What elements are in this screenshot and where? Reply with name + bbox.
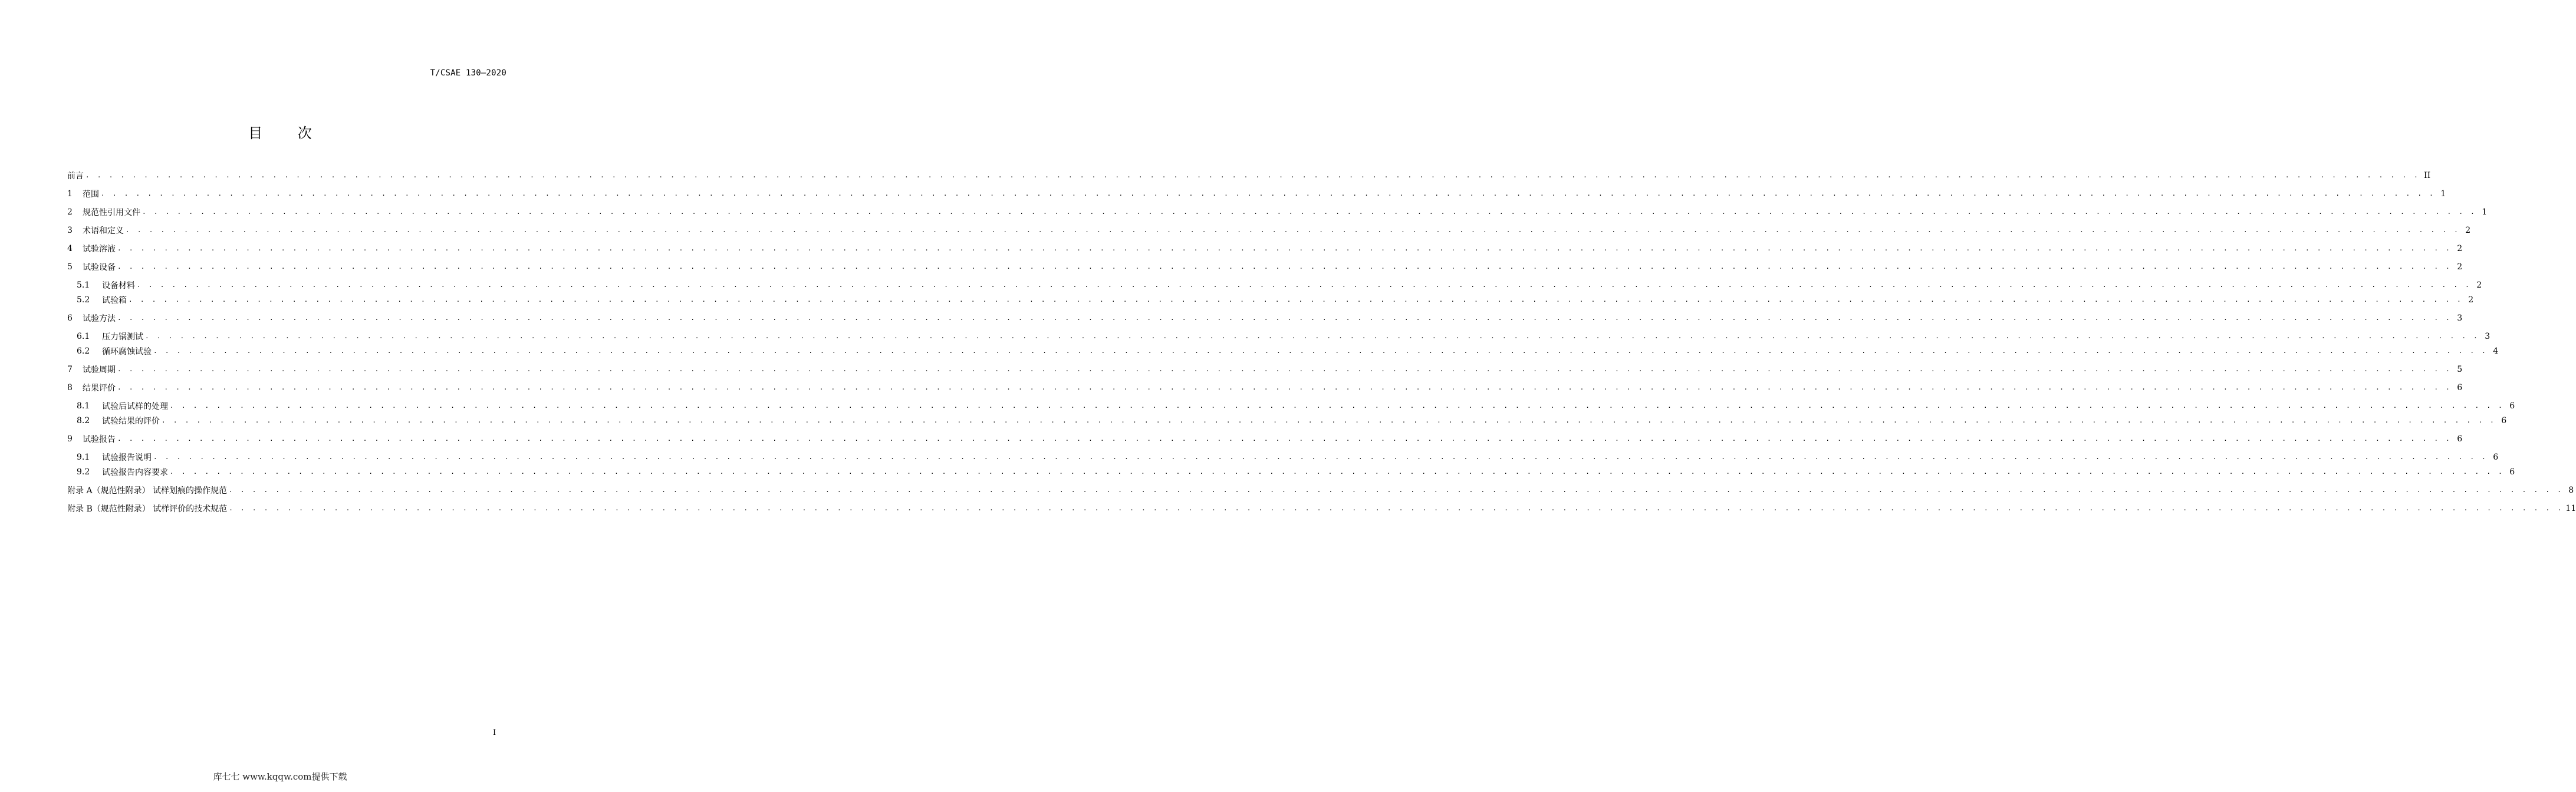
toc-dot-leader: . . . . . . . . . . . . . . . . . . . . . . . . . . . . . . . . . . . . . . . . . . . . . . . . . . . . . . . . . . . . . . . . . . . . . . . . . . . . . . . . . . . . . . . . . . . . . . . . . . . . . . . . . . . . . . . . . . . . . . . . . . . . . . . . . . . . . . . . . . . . . . . . . . . . . . . . . . . . . . . . . . . . . . . . . . . . . . . . . . . . . . . . . . . . . . . . . . . . . . . .: [229, 504, 2564, 512]
toc-entry-page: 11: [2565, 504, 2576, 513]
toc-entry-number: 9.2: [77, 467, 90, 477]
toc-title: 目 次: [248, 125, 327, 141]
toc-entry-number: 5.1: [77, 280, 90, 290]
toc-entry[interactable]: [77, 279, 2482, 291]
toc-entry[interactable]: [67, 364, 2463, 375]
toc-dot-leader: . . . . . . . . . . . . . . . . . . . . . . . . . . . . . . . . . . . . . . . . . . . . . . . . . . . . . . . . . . . . . . . . . . . . . . . . . . . . . . . . . . . . . . . . . . . . . . . . . . . . . . . . . . . . . . . . . . . . . . . . . . . . . . . . . . . . . . . . . . . . . . . . . . . . . . . . . . . . . . . . . . . . . . . . . . . . . . . . . . . . . . . . . . . . . . . . . . . . . . . .: [153, 347, 2488, 355]
toc-entry[interactable]: [67, 312, 2463, 324]
toc-dot-leader: . . . . . . . . . . . . . . . . . . . . . . . . . . . . . . . . . . . . . . . . . . . . . . . . . . . . . . . . . . . . . . . . . . . . . . . . . . . . . . . . . . . . . . . . . . . . . . . . . . . . . . . . . . . . . . . . . . . . . . . . . . . . . . . . . . . . . . . . . . . . . . . . . . . . . . . . . . . . . . . . . . . . . . . . . . . . . . . . . . . . . . . . . . . . . . . . . . . . . . . .: [129, 296, 2463, 303]
toc-entry[interactable]: [77, 294, 2474, 306]
toc-entry[interactable]: [77, 466, 2515, 478]
toc-dot-leader: . . . . . . . . . . . . . . . . . . . . . . . . . . . . . . . . . . . . . . . . . . . . . . . . . . . . . . . . . . . . . . . . . . . . . . . . . . . . . . . . . . . . . . . . . . . . . . . . . . . . . . . . . . . . . . . . . . . . . . . . . . . . . . . . . . . . . . . . . . . . . . . . . . . . . . . . . . . . . . . . . . . . . . . . . . . . . . . . . . . . . . . . . . . . . . . . . . . . . . . .: [117, 263, 2452, 270]
toc-entry-number: 5: [67, 262, 73, 272]
toc-dot-leader: . . . . . . . . . . . . . . . . . . . . . . . . . . . . . . . . . . . . . . . . . . . . . . . . . . . . . . . . . . . . . . . . . . . . . . . . . . . . . . . . . . . . . . . . . . . . . . . . . . . . . . . . . . . . . . . . . . . . . . . . . . . . . . . . . . . . . . . . . . . . . . . . . . . . . . . . . . . . . . . . . . . . . . . . . . . . . . . . . . . . . . . . . . . . . . . . . . . . . . . .: [117, 245, 2452, 252]
toc-entry-number: 1: [67, 189, 73, 199]
toc-entry-page: 4: [2493, 346, 2499, 356]
toc-entry[interactable]: [67, 382, 2463, 394]
toc-entry-page: 1: [2440, 189, 2446, 199]
toc-entry-number: 7: [67, 365, 73, 374]
toc-dot-leader: . . . . . . . . . . . . . . . . . . . . . . . . . . . . . . . . . . . . . . . . . . . . . . . . . . . . . . . . . . . . . . . . . . . . . . . . . . . . . . . . . . . . . . . . . . . . . . . . . . . . . . . . . . . . . . . . . . . . . . . . . . . . . . . . . . . . . . . . . . . . . . . . . . . . . . . . . . . . . . . . . . . . . . . . . . . . . . . . . . . . . . . . . . . . . . . . . . . . . . . .: [117, 365, 2452, 373]
toc-entry-page: 3: [2485, 332, 2491, 341]
toc-dot-leader: . . . . . . . . . . . . . . . . . . . . . . . . . . . . . . . . . . . . . . . . . . . . . . . . . . . . . . . . . . . . . . . . . . . . . . . . . . . . . . . . . . . . . . . . . . . . . . . . . . . . . . . . . . . . . . . . . . . . . . . . . . . . . . . . . . . . . . . . . . . . . . . . . . . . . . . . . . . . . . . . . . . . . . . . . . . . . . . . . . . . . . . . . . . . . . . . . . . . . . . .: [117, 384, 2452, 391]
toc-entry-number: 5.2: [77, 295, 90, 305]
toc-entry-number: 6.2: [77, 346, 90, 356]
toc-dot-leader: . . . . . . . . . . . . . . . . . . . . . . . . . . . . . . . . . . . . . . . . . . . . . . . . . . . . . . . . . . . . . . . . . . . . . . . . . . . . . . . . . . . . . . . . . . . . . . . . . . . . . . . . . . . . . . . . . . . . . . . . . . . . . . . . . . . . . . . . . . . . . . . . . . . . . . . . . . . . . . . . . . . . . . . . . . . . . . . . . . . . . . . . . . . . . . . . . . . . . . . .: [162, 417, 2496, 424]
toc-entry-label: 试验报告: [83, 435, 116, 444]
toc-entry[interactable]: [67, 484, 2574, 496]
toc-entry-number: 6: [67, 314, 73, 323]
toc-entry-page: 6: [2501, 416, 2507, 425]
toc-dot-leader: . . . . . . . . . . . . . . . . . . . . . . . . . . . . . . . . . . . . . . . . . . . . . . . . . . . . . . . . . . . . . . . . . . . . . . . . . . . . . . . . . . . . . . . . . . . . . . . . . . . . . . . . . . . . . . . . . . . . . . . . . . . . . . . . . . . . . . . . . . . . . . . . . . . . . . . . . . . . . . . . . . . . . . . . . . . . . . . . . . . . . . . . . . . . . . . . . . . . . . . .: [117, 314, 2452, 322]
toc-entry-page: 6: [2457, 383, 2463, 392]
toc-entry[interactable]: [77, 451, 2499, 463]
toc-dot-leader: . . . . . . . . . . . . . . . . . . . . . . . . . . . . . . . . . . . . . . . . . . . . . . . . . . . . . . . . . . . . . . . . . . . . . . . . . . . . . . . . . . . . . . . . . . . . . . . . . . . . . . . . . . . . . . . . . . . . . . . . . . . . . . . . . . . . . . . . . . . . . . . . . . . . . . . . . . . . . . . . . . . . . . . . . . . . . . . . . . . . . . . . . . . . . . . . . . . . . . . .: [85, 171, 2420, 179]
toc-entry-label: 试验溶液: [83, 245, 116, 254]
toc-entry-label: 试验结果的评价: [102, 417, 160, 426]
toc-entry-label: 前言: [67, 171, 84, 181]
toc-entry-number: 3: [67, 226, 73, 235]
toc-entry-page: 6: [2509, 467, 2515, 477]
toc-entry-number: 4: [67, 244, 73, 253]
download-watermark: 库七七 www.kqqw.com提供下载: [213, 771, 347, 782]
toc-entry[interactable]: [67, 261, 2463, 273]
toc-entry-page: 2: [2465, 226, 2471, 235]
toc-entry-number: 9.1: [77, 453, 90, 462]
toc-entry-label: 结果评价: [83, 384, 116, 393]
toc-entry-page: 3: [2457, 314, 2463, 323]
toc-entry-number: 8.1: [77, 401, 90, 411]
toc-entry-page: 6: [2457, 434, 2463, 444]
toc-entry-page: 6: [2493, 453, 2499, 462]
toc-entry[interactable]: [67, 243, 2463, 255]
toc-entry-label: 术语和定义: [83, 226, 124, 236]
toc-entry-page: 1: [2482, 207, 2488, 217]
toc-entry-label: 附录 A（规范性附录） 试样划痕的操作规范: [67, 486, 228, 496]
toc-entry[interactable]: [67, 188, 2446, 200]
toc-entry[interactable]: [77, 331, 2491, 342]
toc-entry-label: 试验箱: [102, 296, 127, 305]
toc-entry-number: 2: [67, 207, 73, 217]
toc-entry-page: 5: [2457, 365, 2463, 374]
toc-entry-number: 8.2: [77, 416, 90, 425]
toc-entry-label: 规范性引用文件: [83, 208, 140, 217]
toc-entry-page: II: [2424, 171, 2431, 180]
toc-dot-leader: . . . . . . . . . . . . . . . . . . . . . . . . . . . . . . . . . . . . . . . . . . . . . . . . . . . . . . . . . . . . . . . . . . . . . . . . . . . . . . . . . . . . . . . . . . . . . . . . . . . . . . . . . . . . . . . . . . . . . . . . . . . . . . . . . . . . . . . . . . . . . . . . . . . . . . . . . . . . . . . . . . . . . . . . . . . . . . . . . . . . . . . . . . . . . . . . . . . . . . . .: [101, 190, 2436, 197]
toc-entry-label: 附录 B（规范性附录） 试样评价的技术规范: [67, 504, 228, 514]
toc-entry-page: 8: [2568, 486, 2574, 495]
toc-entry-label: 设备材料: [102, 281, 135, 291]
toc-entry-label: 压力锅测试: [102, 332, 143, 342]
toc-dot-leader: . . . . . . . . . . . . . . . . . . . . . . . . . . . . . . . . . . . . . . . . . . . . . . . . . . . . . . . . . . . . . . . . . . . . . . . . . . . . . . . . . . . . . . . . . . . . . . . . . . . . . . . . . . . . . . . . . . . . . . . . . . . . . . . . . . . . . . . . . . . . . . . . . . . . . . . . . . . . . . . . . . . . . . . . . . . . . . . . . . . . . . . . . . . . . . . . . . . . . . . .: [142, 208, 2477, 216]
toc-entry-page: 2: [2457, 262, 2463, 272]
toc-entry[interactable]: [67, 503, 2576, 514]
toc-entry-label: 试验周期: [83, 365, 116, 375]
toc-entry-number: 6.1: [77, 332, 90, 341]
toc-entry-label: 试验设备: [83, 263, 116, 272]
toc-entry-label: 试验后试样的处理: [102, 402, 168, 411]
toc-entry-label: 试验报告说明: [102, 453, 152, 463]
toc-entry-page: 6: [2509, 401, 2515, 411]
toc-entry[interactable]: [77, 400, 2515, 412]
toc-entry[interactable]: [77, 345, 2499, 357]
toc-entry-label: 循环腐蚀试验: [102, 347, 152, 357]
toc-dot-leader: . . . . . . . . . . . . . . . . . . . . . . . . . . . . . . . . . . . . . . . . . . . . . . . . . . . . . . . . . . . . . . . . . . . . . . . . . . . . . . . . . . . . . . . . . . . . . . . . . . . . . . . . . . . . . . . . . . . . . . . . . . . . . . . . . . . . . . . . . . . . . . . . . . . . . . . . . . . . . . . . . . . . . . . . . . . . . . . . . . . . . . . . . . . . . . . . . . . . . . . .: [137, 281, 2472, 289]
toc-dot-leader: . . . . . . . . . . . . . . . . . . . . . . . . . . . . . . . . . . . . . . . . . . . . . . . . . . . . . . . . . . . . . . . . . . . . . . . . . . . . . . . . . . . . . . . . . . . . . . . . . . . . . . . . . . . . . . . . . . . . . . . . . . . . . . . . . . . . . . . . . . . . . . . . . . . . . . . . . . . . . . . . . . . . . . . . . . . . . . . . . . . . . . . . . . . . . . . . . . . . . . . .: [117, 435, 2452, 443]
toc-dot-leader: . . . . . . . . . . . . . . . . . . . . . . . . . . . . . . . . . . . . . . . . . . . . . . . . . . . . . . . . . . . . . . . . . . . . . . . . . . . . . . . . . . . . . . . . . . . . . . . . . . . . . . . . . . . . . . . . . . . . . . . . . . . . . . . . . . . . . . . . . . . . . . . . . . . . . . . . . . . . . . . . . . . . . . . . . . . . . . . . . . . . . . . . . . . . . . . . . . . . . . . .: [170, 468, 2505, 476]
toc-entry[interactable]: [67, 170, 2431, 182]
toc-entry-label: 试验报告内容要求: [102, 468, 168, 477]
toc-entry-page: 2: [2457, 244, 2463, 253]
toc-entry-number: 8: [67, 383, 73, 392]
page-number: I: [493, 728, 496, 737]
toc-dot-leader: . . . . . . . . . . . . . . . . . . . . . . . . . . . . . . . . . . . . . . . . . . . . . . . . . . . . . . . . . . . . . . . . . . . . . . . . . . . . . . . . . . . . . . . . . . . . . . . . . . . . . . . . . . . . . . . . . . . . . . . . . . . . . . . . . . . . . . . . . . . . . . . . . . . . . . . . . . . . . . . . . . . . . . . . . . . . . . . . . . . . . . . . . . . . . . . . . . . . . . . .: [145, 332, 2480, 340]
toc-dot-leader: . . . . . . . . . . . . . . . . . . . . . . . . . . . . . . . . . . . . . . . . . . . . . . . . . . . . . . . . . . . . . . . . . . . . . . . . . . . . . . . . . . . . . . . . . . . . . . . . . . . . . . . . . . . . . . . . . . . . . . . . . . . . . . . . . . . . . . . . . . . . . . . . . . . . . . . . . . . . . . . . . . . . . . . . . . . . . . . . . . . . . . . . . . . . . . . . . . . . . . . .: [229, 486, 2564, 494]
toc-entry-number: 9: [67, 434, 73, 444]
toc-entry[interactable]: [77, 415, 2507, 427]
toc-entry-page: 2: [2476, 280, 2482, 290]
toc-entry-label: 试验方法: [83, 314, 116, 324]
toc-dot-leader: . . . . . . . . . . . . . . . . . . . . . . . . . . . . . . . . . . . . . . . . . . . . . . . . . . . . . . . . . . . . . . . . . . . . . . . . . . . . . . . . . . . . . . . . . . . . . . . . . . . . . . . . . . . . . . . . . . . . . . . . . . . . . . . . . . . . . . . . . . . . . . . . . . . . . . . . . . . . . . . . . . . . . . . . . . . . . . . . . . . . . . . . . . . . . . . . . . . . . . . .: [153, 453, 2488, 461]
document-code: T/CSAE 130—2020: [430, 68, 506, 78]
toc-dot-leader: . . . . . . . . . . . . . . . . . . . . . . . . . . . . . . . . . . . . . . . . . . . . . . . . . . . . . . . . . . . . . . . . . . . . . . . . . . . . . . . . . . . . . . . . . . . . . . . . . . . . . . . . . . . . . . . . . . . . . . . . . . . . . . . . . . . . . . . . . . . . . . . . . . . . . . . . . . . . . . . . . . . . . . . . . . . . . . . . . . . . . . . . . . . . . . . . . . . . . . . .: [170, 402, 2505, 410]
toc-entry[interactable]: [67, 433, 2463, 445]
toc-dot-leader: . . . . . . . . . . . . . . . . . . . . . . . . . . . . . . . . . . . . . . . . . . . . . . . . . . . . . . . . . . . . . . . . . . . . . . . . . . . . . . . . . . . . . . . . . . . . . . . . . . . . . . . . . . . . . . . . . . . . . . . . . . . . . . . . . . . . . . . . . . . . . . . . . . . . . . . . . . . . . . . . . . . . . . . . . . . . . . . . . . . . . . . . . . . . . . . . . . . . . . . .: [126, 226, 2460, 234]
toc-entry-label: 范围: [83, 190, 99, 199]
toc-entry[interactable]: [67, 225, 2471, 236]
toc-entry[interactable]: [67, 206, 2488, 218]
toc-entry-page: 2: [2468, 295, 2474, 305]
